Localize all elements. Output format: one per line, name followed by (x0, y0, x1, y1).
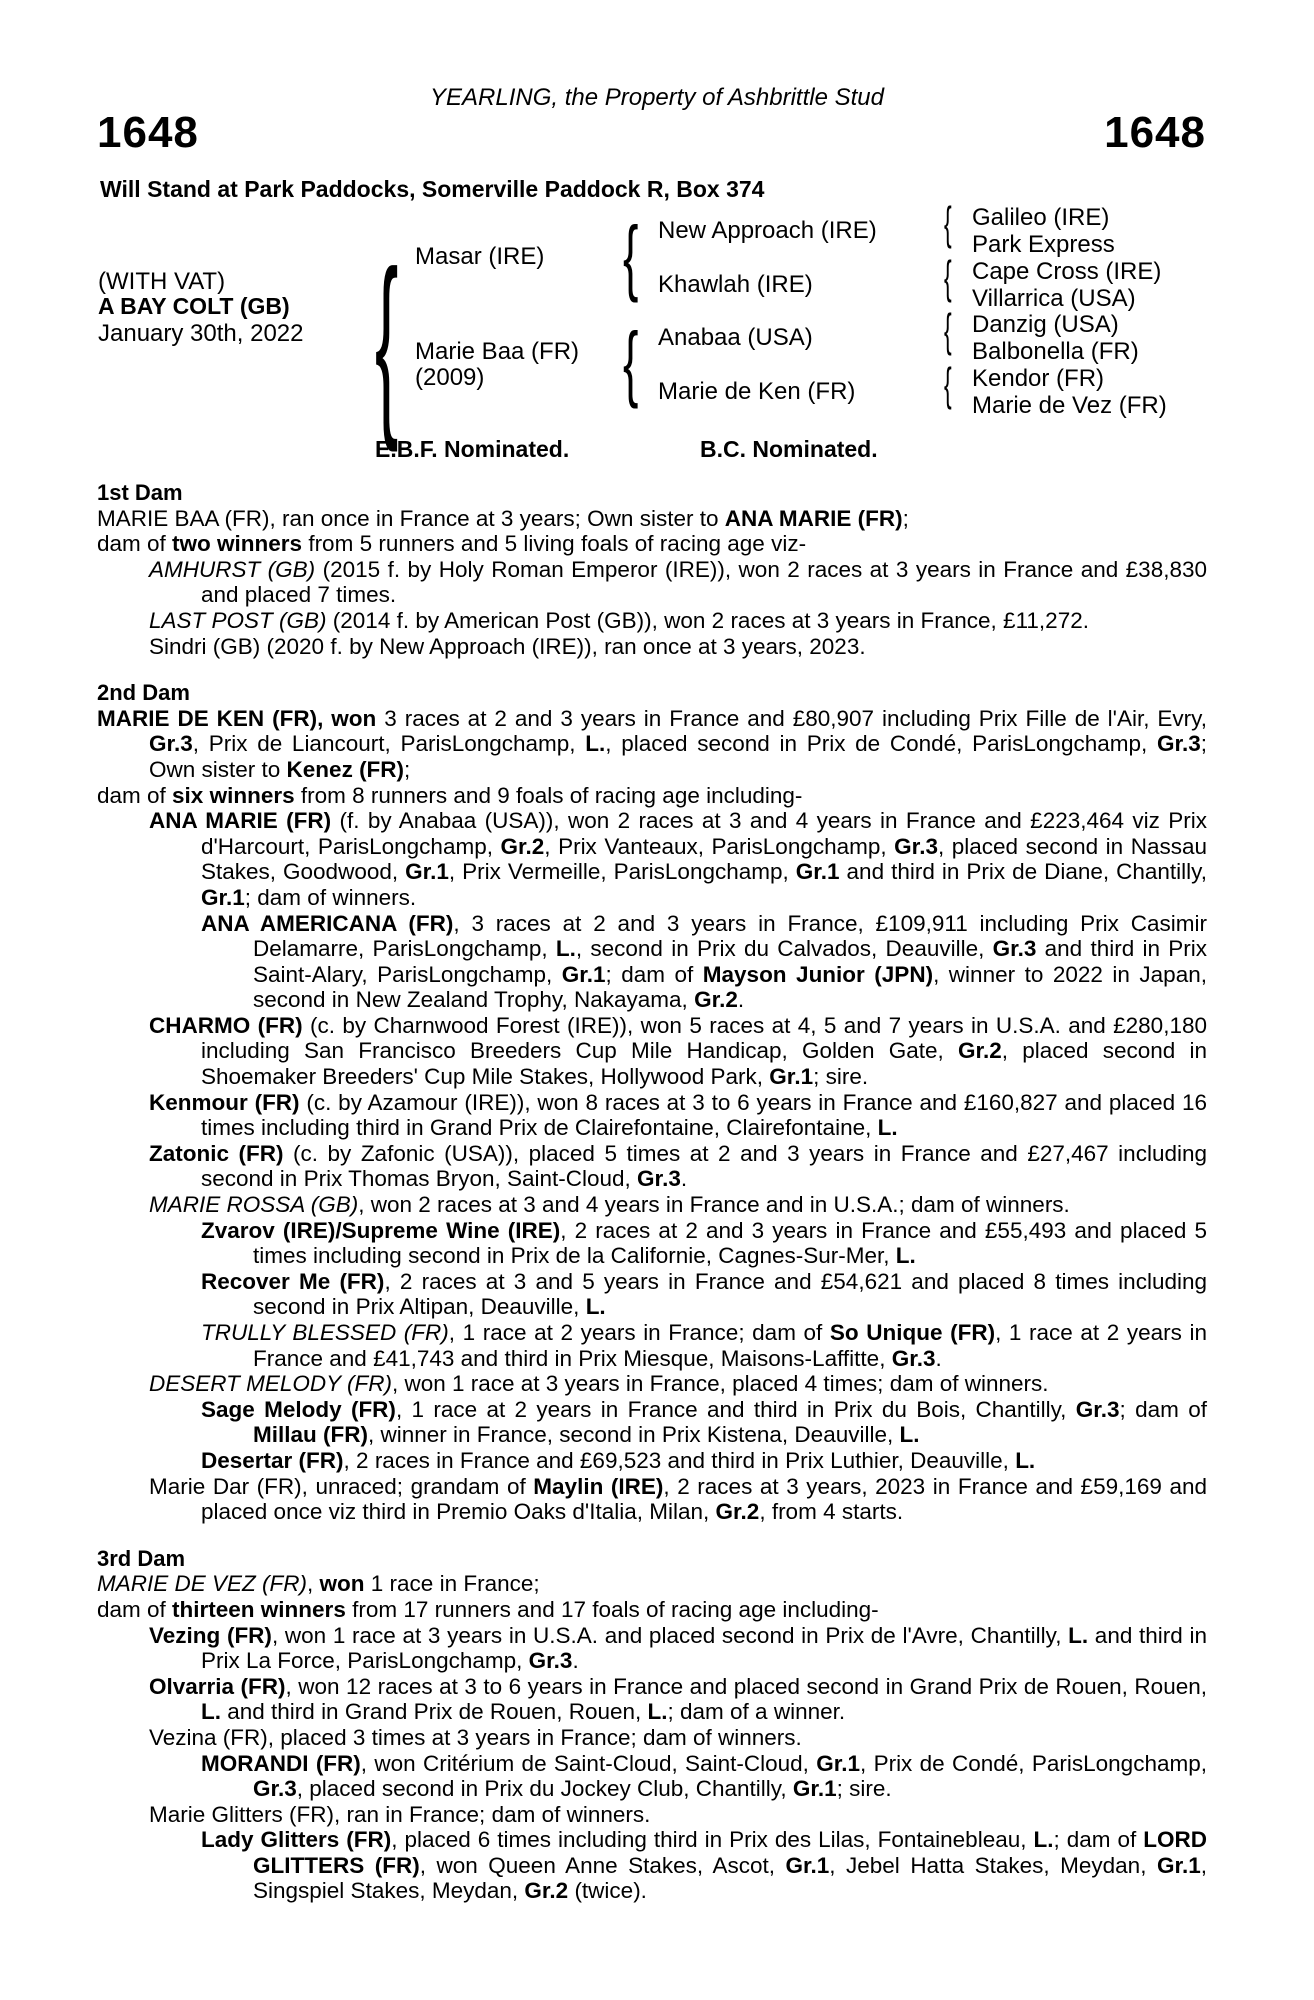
dam-sire: Anabaa (USA) (658, 324, 813, 351)
second-dam-section (97, 680, 1207, 1525)
progeny-lady-glitters: Lady Glitters (FR), placed 6 times including third in Prix des Lilas, Fontainebleau, L.; dam of LORD GLITTERS (FR), won Queen Anne Stakes, Ascot, Gr.1, Jebel Hatta Stakes, Meydan, Gr.1, Singspiel Stakes, Meydan, Gr.2 (twice). (201, 1827, 1207, 1904)
progeny-marie-dar: Marie Dar (FR), unraced; grandam of Maylin (IRE), 2 races at 3 years, 2023 in France and £59,169 and placed once viz third in Premio Oaks d'Italia, Milan, Gr.2, from 4 starts. (149, 1473, 1207, 1525)
progeny-amhurst: AMHURST (GB) (2015 f. by Holy Roman Emperor (IRE)), won 2 races at 3 years in France and £38,830 and placed 7 times. (149, 556, 1208, 608)
progeny-desert-melody: DESERT MELODY (FR), won 1 race at 3 years in France, placed 4 times; dam of winners. (149, 1371, 1049, 1397)
progeny-vezing: Vezing (FR), won 1 race at 3 years in U.S.A. and placed second in Prix de l'Avre, Chantilly, L. and third in Prix La Force, ParisLongchamp, Gr.3. (149, 1622, 1207, 1674)
first-dam-produce: dam of two winners from 5 runners and 5 living foals of racing age viz- (97, 531, 807, 557)
lot-name: A BAY COLT (GB) (98, 293, 290, 319)
progeny-morandi: MORANDI (FR), won Critérium de Saint-Cloud, Saint-Cloud, Gr.1, Prix de Condé, ParisLongchamp, Gr.3, placed second in Prix du Jockey Club, Chantilly, Gr.1; sire. (201, 1750, 1207, 1802)
progeny-olvarria: Olvarria (FR), won 12 races at 3 to 6 years in France and placed second in Grand Prix de Rouen, Rouen, L. and third in Grand Prix de Rouen, Rouen, L.; dam of a winner. (149, 1673, 1207, 1725)
progeny-kenmour: Kenmour (FR) (c. by Azamour (IRE)), won 8 races at 3 to 6 years in France and £160,827 and placed 16 times including third in Grand Prix de Clairefontaine, Clairefontaine, L. (149, 1089, 1207, 1141)
progeny-zvarov: Zvarov (IRE)/Supreme Wine (IRE), 2 races at 2 and 3 years in France and £55,493 and placed 5 times including second in Prix de la Californie, Cagnes-Sur-Mer, L. (201, 1217, 1207, 1269)
first-dam-text: MARIE BAA (FR), ran once in France at 3 years; Own sister to ANA MARIE (FR); (97, 505, 909, 531)
first-dam-heading: 1st Dam (97, 480, 183, 505)
second-dam-heading: 2nd Dam (97, 680, 190, 706)
dd-sire: Kendor (FR) (972, 365, 1105, 392)
dd-brace: { (944, 358, 952, 410)
progeny-charmo: CHARMO (FR) (c. by Charnwood Forest (IRE)), won 5 races at 4, 5 and 7 years in U.S.A. and £280,180 including San Francisco Breeders Cup Mile Handicap, Golden Gate, Gr.2, placed second in Shoemaker Breeders' Cup Mile Stakes, Hollywood Park, Gr.1; sire. (149, 1012, 1207, 1090)
progeny-trully-blessed: TRULLY BLESSED (FR), 1 race at 2 years in France; dam of So Unique (FR), 1 race at 2 years in France and £41,743 and third in Prix Miesque, Maisons-Laffitte, Gr.3. (201, 1320, 1207, 1371)
ss-sire: Galileo (IRE) (972, 204, 1110, 231)
progeny-vezina: Vezina (FR), placed 3 times at 3 years in France; dam of winners. (149, 1724, 802, 1750)
stabling-location: Will Stand at Park Paddocks, Somerville Paddock R, Box 374 (100, 176, 765, 202)
ss-brace: { (944, 197, 952, 249)
second-dam-produce: dam of six winners from 8 runners and 9 foals of racing age including- (97, 782, 803, 808)
second-dam-text: MARIE DE KEN (FR), won 3 races at 2 and 3 years in France and £80,907 including Prix Fille de l'Air, Evry, Gr.3, Prix de Liancourt, ParisLongchamp, L., placed second in Prix de Condé, ParisLongchamp, Gr.3; Own sister to Kenez (FR); (97, 705, 1208, 782)
ss-dam: Park Express (972, 231, 1115, 258)
lot-birthdate: January 30th, 2022 (98, 320, 304, 347)
lot-number-left: 1648 (97, 108, 199, 157)
progeny-sindri: Sindri (GB) (2020 f. by New Approach (IRE)), ran once at 3 years, 2023. (149, 633, 866, 659)
bc-nominated: B.C. Nominated. (700, 436, 878, 462)
progeny-ana-marie: ANA MARIE (FR) (f. by Anabaa (USA)), won 2 races at 3 and 4 years in France and £223,464 viz Prix d'Harcourt, ParisLongchamp, Gr.2, Prix Vanteaux, ParisLongchamp, Gr.3, placed second in Nassau Stakes, Goodwood, Gr.1, Prix Vermeille, ParisLongchamp, Gr.1 and third in Prix de Diane, Chantilly, Gr.1; dam of winners. (149, 808, 1208, 910)
dam-brace: { (623, 315, 639, 409)
ds-brace: { (944, 304, 952, 356)
dam-year: (2009) (415, 364, 485, 391)
third-dam-text: MARIE DE VEZ (FR), won 1 race in France; (97, 1571, 540, 1597)
third-dam-heading: 3rd Dam (97, 1545, 186, 1571)
sd-dam: Villarrica (USA) (972, 285, 1136, 312)
pedigree-brace: { (375, 230, 399, 453)
progeny-recover-me: Recover Me (FR), 2 races at 3 and 5 years in France and £54,621 and placed 8 times including second in Prix Altipan, Deauville, L. (201, 1268, 1207, 1320)
sire: Masar (IRE) (415, 243, 545, 270)
progeny-marie-glitters: Marie Glitters (FR), ran in France; dam of winners. (149, 1801, 651, 1827)
ds-dam: Balbonella (FR) (972, 338, 1139, 365)
progeny-marie-rossa: MARIE ROSSA (GB), won 2 races at 3 and 4 years in France and in U.S.A.; dam of winners. (149, 1192, 1070, 1218)
vat-note: (WITH VAT) (98, 268, 226, 295)
progeny-sage-melody: Sage Melody (FR), 1 race at 2 years in France and third in Prix du Bois, Chantilly, Gr.3; dam of Millau (FR), winner in France, second in Prix Kistena, Deauville, L. (201, 1396, 1207, 1448)
catalogue-subtitle: YEARLING, the Property of Ashbrittle Stud (430, 84, 884, 111)
first-dam-section (97, 480, 1207, 659)
progeny-zatonic: Zatonic (FR) (c. by Zafonic (USA)), placed 5 times at 2 and 3 years in France and £27,467 including second in Prix Thomas Bryon, Saint-Cloud, Gr.3. (149, 1140, 1207, 1192)
sire-sire: New Approach (IRE) (658, 217, 877, 244)
progeny-desertar: Desertar (FR), 2 races in France and £69,523 and third in Prix Luthier, Deauville, L. (201, 1447, 1036, 1473)
lot-number-right: 1648 (1104, 108, 1206, 157)
ebf-nominated: E.B.F. Nominated. (375, 436, 570, 462)
progeny-ana-americana: ANA AMERICANA (FR), 3 races at 2 and 3 years in France, £109,911 including Prix Casimir Delamarre, ParisLongchamp, L., second in Prix du Calvados, Deauville, Gr.3 and third in Prix Saint-Alary, ParisLongchamp, Gr.1; dam of Mayson Junior (JPN), winner to 2022 in Japan, second in New Zealand Trophy, Nakayama, Gr.2. (201, 910, 1207, 1013)
sire-brace: { (623, 209, 639, 303)
family-notes (97, 480, 1207, 1904)
sd-brace: { (944, 251, 952, 303)
dd-dam: Marie de Vez (FR) (972, 392, 1167, 419)
progeny-last-post: LAST POST (GB) (2014 f. by American Post (GB)), won 2 races at 3 years in France, £11,272. (149, 607, 1089, 633)
ds-sire: Danzig (USA) (972, 311, 1119, 338)
third-dam-produce: dam of thirteen winners from 17 runners and 17 foals of racing age including- (97, 1596, 879, 1622)
dam: Marie Baa (FR) (415, 338, 580, 365)
third-dam-section (97, 1546, 1207, 1904)
sd-sire: Cape Cross (IRE) (972, 258, 1162, 285)
sire-dam: Khawlah (IRE) (658, 271, 813, 298)
dam-dam: Marie de Ken (FR) (658, 378, 856, 405)
